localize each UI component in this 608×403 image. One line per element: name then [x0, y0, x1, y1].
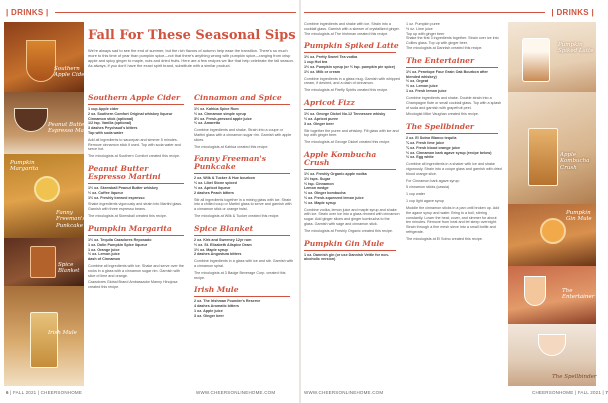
ingredient-line: Top with soda water: [88, 131, 124, 136]
photo-caption: The: [562, 288, 573, 294]
recipe-column-4: [406, 22, 502, 248]
photo-peanut-butter-martini: [4, 92, 96, 154]
continued-paragraph: The mixologists at Dannish created this recipe.: [406, 46, 483, 51]
ingredient-line: ½ oz. Fresh-squeezed lemon juice: [304, 195, 364, 200]
continued-paragraph: Top up with ginger beer: [406, 31, 445, 36]
recipe-instructions: Combine ingredients in a glass mug. Garnish with whipped cream, if desired, and a dash of cinnamon.: [304, 76, 400, 86]
ingredient-line: ½ oz. Apricot puree: [304, 116, 339, 121]
photo-apple-kombucha: [508, 92, 596, 204]
ingredient-line: 1/2 tsp. Vanilla (optional): [88, 121, 132, 126]
recipe: [304, 42, 400, 93]
ingredient-line: 1½ oz. Freshly Organic apple vodka: [304, 171, 367, 176]
recipe-rule: [194, 296, 290, 297]
ingredient-line: ½ oz. Amaretto: [194, 121, 221, 126]
ingredient-line: 2 oz. Wilk & Tucker & Hue bourbon: [194, 176, 255, 181]
issue-left: FALL 2021: [12, 390, 37, 395]
ingredient-line: ½ oz. Cinnamon bark agave syrup (recipe below): [406, 150, 492, 155]
ingredient-line: 1 oz. Orange juice: [88, 247, 120, 252]
recipe-column-2: [194, 94, 294, 325]
recipe: [304, 99, 400, 145]
recipe-rule: [406, 67, 498, 68]
recipe-title: Irish Mule: [194, 285, 239, 295]
brand-right: CHEERSONHOME: [532, 390, 574, 395]
photo-caption: Spiked Latte: [558, 48, 594, 55]
recipe-instructions: Combine ingredients in a glass with ice and stir. Garnish with a cinnamon spiral.: [194, 259, 294, 268]
recipe: [304, 151, 400, 234]
recipe-instructions: Combine all ingredients with ice. Shake and serve over the rocks in a glass with a cinnamon sugar rim. Garnish with slice of lime and orange.: [88, 263, 184, 278]
recipe-instructions: The mixologists at Wilk & Tucker created this recipe.: [194, 214, 280, 219]
continued-text: [406, 22, 502, 51]
continued-paragraph: 1 oz. Pumpkin puree: [406, 22, 440, 26]
ingredient-line: ½ oz. Lemon juice: [406, 84, 438, 89]
photo-spice-blanket: [4, 238, 84, 286]
photo-caption: Pumpkin: [10, 160, 35, 166]
recipe-title: Apricot Fizz: [304, 98, 355, 108]
recipe-rule: [194, 173, 290, 174]
ingredient-line: 2 dashes Angostura bitters: [194, 252, 242, 257]
photo-caption: Apple Cider: [54, 72, 88, 79]
recipe-title: The Entertainer: [406, 55, 474, 65]
recipe-instructions: Stir together the puree and whiskey. Fill glass with ice and top with ginger beer.: [304, 128, 399, 138]
ingredient-line: 1 oz. Apple juice: [194, 308, 223, 313]
ingredient-line: Lemon wedge: [304, 186, 329, 191]
continued-text: [304, 22, 400, 36]
ingredient-line: ¾ oz. Fresh blood orange juice: [406, 145, 461, 150]
photo-caption: Southern: [54, 66, 80, 72]
ingredient-list: [194, 107, 294, 126]
header-rule: [55, 12, 296, 13]
recipe: [88, 94, 188, 159]
recipe: [88, 225, 188, 290]
recipe-instructions: Add all ingredients to saucepan and simmer 5 minutes. Remove cinnamon stick if used. Top with soda water and serve hot.: [88, 137, 181, 152]
ingredient-list: [88, 107, 188, 136]
recipe-title: Cinnamon and Spice: [194, 93, 282, 102]
ingredient-line: 1½ oz. Kahlúa Spice Rum: [194, 106, 239, 111]
recipe: [304, 240, 400, 263]
ingredient-list: [406, 136, 502, 160]
photo-caption: Freeman's: [56, 216, 86, 223]
recipe-instructions: For Cinnamon bark agave syrup:: [406, 178, 460, 183]
recipe-instructions: 1 cup water: [406, 192, 426, 197]
recipe: [194, 225, 294, 280]
recipe-title: Fanny Freeman's Punkcake: [194, 154, 266, 172]
ingredient-list: [304, 55, 400, 74]
recipe-rule: [406, 133, 498, 134]
issue-right: FALL 2021: [577, 390, 602, 395]
photo-caption: Crush: [560, 164, 577, 171]
photo-caption: Margarita: [10, 166, 39, 173]
recipe-instructions: 5 cinnamon sticks (cassia): [406, 185, 450, 190]
page-number-right: 7: [605, 390, 608, 395]
ingredient-line: ½ tsp. Cinnamon: [304, 181, 334, 186]
recipe: [194, 155, 294, 218]
continued-paragraph: The mixologists at The Irishman created this recipe.: [304, 31, 389, 36]
recipe-instructions: Muddle the cinnamon sticks in a pan until broken up. Add the agave syrup and water. Bring to a boil, stirring constantly. Lower the heat, cover, and simmer for about ten minutes. Remove from heat and let steep overnight. Strain through a fine mesh sieve into a small bottle and refrigerate.: [406, 205, 500, 234]
footer-url-left[interactable]: WWW.CHEERSONLINEHOME.COM: [196, 390, 276, 395]
photo-caption: Peanut Butter: [48, 122, 87, 128]
ingredient-line: ½ oz. Cinnamon simple syrup: [194, 111, 247, 116]
recipe: [406, 123, 502, 241]
ingredient-list: [88, 238, 188, 262]
recipe-column-3: [304, 22, 400, 268]
recipe-instructions: 1 cup light agave syrup: [406, 199, 444, 204]
recipe-rule: [304, 109, 396, 110]
ingredient-line: Cinnamon stick (optional): [88, 116, 134, 121]
ingredient-line: 1½ oz. Freshly brewed espresso: [88, 195, 145, 200]
photo-caption: Kombucha: [560, 158, 590, 165]
recipe-title: Apple Kombucha Crush: [304, 149, 377, 167]
footer-url-right[interactable]: WWW.CHEERSONLINEHOME.COM: [304, 390, 384, 395]
ingredient-list: [194, 176, 294, 195]
page-gutter: [299, 0, 301, 403]
photo-entertainer: [508, 266, 596, 324]
photo-caption: Espresso Martini: [48, 128, 96, 135]
ingredient-line: 1½ oz. Maple syrup: [194, 247, 228, 252]
photo-irish-mule: [4, 286, 84, 386]
photo-caption: Fanny: [56, 210, 73, 216]
recipe-rule: [88, 235, 184, 236]
photo-pumpkin-gin-mule: [508, 204, 596, 266]
photo-spellbinder: [508, 324, 596, 386]
ingredient-line: ¾ oz. Fresh lime juice: [406, 140, 445, 145]
recipe-instructions: The mixologists at Southern Comfort created this recipe.: [88, 154, 181, 159]
ingredient-line: ½ oz. Maple syrup: [304, 200, 336, 205]
ingredient-line: ½ oz. Coffee liqueur: [88, 190, 124, 195]
section-tag-right: | DRINKS |: [551, 7, 594, 17]
photo-spiked-latte: [508, 22, 596, 92]
recipe: [88, 165, 188, 219]
ingredient-line: 2 oz. The Irishman Founder's Reserve: [194, 299, 261, 304]
ingredient-list: [304, 253, 400, 263]
ingredient-line: 2 oz. El Sotno Blanco tequila: [406, 136, 457, 141]
recipe-title: Peanut Butter Espresso Martini: [88, 164, 161, 182]
recipe-instructions: The mixologists at Kahlúa created this recipe.: [194, 144, 269, 149]
ingredient-line: ½ oz. St. Elizabeth Allspice Dram: [194, 242, 252, 247]
recipe-title: The Spellbinder: [406, 122, 474, 132]
recipe-instructions: The mixologists at Skrewball created this recipe.: [88, 214, 167, 219]
recipe-rule: [88, 183, 184, 184]
ingredient-list: [194, 299, 294, 318]
ingredient-line: 1 oz. Dolin Pumpkin Spice liqueur: [88, 242, 148, 247]
ingredient-line: 2 oz. Southern Comfort Original whiskey liqueur: [88, 111, 173, 116]
ingredient-line: dash of Cinnamon: [88, 257, 121, 262]
recipe-instructions: Combine all ingredients in a shaker with ice and shake vigorously. Strain into a coupe glass and garnish with dried blood orange slice.: [406, 162, 502, 176]
recipe-instructions: Combine vodka, lemon juice and maple syrup and shake with ice. Strain over ice into a glass rimmed with cinnamon sugar. Add ginger slices and ginger kombucha to the glass. Garnish with sage and cinnamon stick.: [304, 207, 400, 226]
ingredient-line: 3 dashes Peychaud's bitters: [88, 126, 138, 131]
photo-caption: Punkcake: [56, 222, 84, 229]
recipe-instructions: Cazadores Global Brand Ambassador Manny Hinojosa created this recipe.: [88, 280, 178, 290]
ingredient-line: 1½ oz. George Dickel No.12 Tennessee whisky: [304, 112, 386, 117]
ingredient-line: 3½ oz. Fresh-pressed apple juice: [194, 116, 252, 121]
ingredient-line: ½ oz. Egg white: [406, 155, 434, 160]
ingredient-list: [194, 238, 294, 257]
recipe-title: Pumpkin Margarita: [88, 223, 172, 233]
recipe-instructions: Mixologist Mike Vaughan created this recipe.: [406, 112, 479, 117]
recipe: [194, 286, 294, 318]
ingredient-line: 1½ oz. Pumpkin syrup (or ½ tsp. pumpkin pie spice): [304, 65, 395, 70]
ingredient-line: 3 oz. Ginger beer: [194, 313, 224, 318]
ingredient-line: 1 oz. Fresh lemon juice: [406, 89, 447, 94]
photo-apple-cider: [4, 22, 88, 92]
recipe-rule: [194, 104, 290, 105]
recipe-rule: [88, 104, 184, 105]
recipe-instructions: The mixologists at 3 Badge Beverage Corp. created this recipe.: [194, 270, 286, 280]
recipe-instructions: Stir all ingredients together in a mixing glass with ice. Strain into a chilled coup or Martini glass to serve and garnish with a cinnamon stick or orange twist.: [194, 197, 292, 212]
left-section-header: [6, 7, 296, 17]
photo-caption: Gin Mule: [566, 216, 592, 223]
recipe-rule: [304, 169, 396, 170]
continued-paragraph: ½ oz. Lime juice: [406, 26, 433, 31]
ingredient-line: 1 cup Hot tea: [304, 60, 328, 65]
ingredient-line: 2 dashes Peach bitters: [194, 190, 234, 195]
photo-caption: The Spellbinder: [552, 374, 597, 380]
recipe-rule: [194, 235, 290, 236]
recipe: [406, 57, 502, 117]
ingredient-list: [304, 172, 400, 206]
ingredient-line: ½ oz. Ginger kombucha: [304, 191, 346, 196]
recipe-title: Southern Apple Cider: [88, 93, 181, 102]
intro-paragraph: We're always sad to see the end of summer, but the rich flavors of autumn help ease the transition. There's so much more to this time of year than pumpkin spice—not that there's anything wrong with pumpkin spice—ranging from crisp apple and spicy ginger to maple, nuts and dried fruits. Here are a few recipes we like that help celebrate the fall season. As always, if you don't have the exact spirit brand, substitute with a similar product.: [88, 48, 294, 69]
photo-caption: Pumpkin: [566, 210, 591, 216]
page-number-left: 6: [6, 390, 9, 395]
recipe-title: Pumpkin Spiked Latte: [304, 41, 399, 51]
ingredient-line: 1 cup Apple cider: [88, 106, 119, 111]
photo-caption: Apple: [560, 152, 577, 158]
continued-paragraph: Shake the first 3 ingredients together. Strain over ice into Collins glass. Top up with ginger beer.: [406, 36, 499, 46]
recipe-rule: [304, 52, 396, 53]
ingredient-line: ½ oz. Orgeat: [406, 79, 429, 84]
recipe-instructions: The mixologists at El Sotno created this recipe.: [406, 236, 483, 241]
recipe-instructions: The mixologists at Firefly Spirits created this recipe.: [304, 88, 389, 93]
ingredient-line: 1½ oz. Pretty Sweet Tea vodka: [304, 55, 358, 60]
ingredient-line: 3 oz. Ginger beer: [304, 121, 334, 126]
ingredient-line: ½ oz. Libel Stone spiced: [194, 181, 237, 186]
photo-caption: Pumpkin: [558, 42, 583, 48]
ingredient-line: 1½ tsps. Sugar: [304, 176, 331, 181]
ingredient-line: 2 oz. Kirk and Sweeney 12yr rum: [194, 237, 252, 242]
recipe-title: Spice Blanket: [194, 223, 254, 233]
photo-caption: Entertainer: [562, 294, 595, 301]
right-section-header: [304, 7, 594, 17]
header-rule: [304, 12, 545, 13]
recipe-title: Pumpkin Gin Mule: [304, 238, 385, 248]
continued-paragraph: Combine ingredients and shake with ice. Strain into a cocktail glass. Garnish with a skewer of crystallized ginger.: [304, 22, 400, 31]
ingredient-line: 1½ oz. Milk or cream: [304, 69, 341, 74]
footer-left: 6 | FALL 2021 | CHEERSONHOME: [6, 390, 83, 395]
ingredient-line: 4 dashes Aromatic bitters: [194, 304, 239, 309]
ingredient-line: 1 oz. Dannish gin (or use Dannish Vettle for non-alcoholic version): [304, 252, 390, 262]
ingredient-line: ½ oz. Lemon juice: [88, 252, 120, 257]
photo-caption: Blanket: [58, 268, 80, 275]
recipe-instructions: The mixologists at Freshly Organic created this recipe.: [304, 228, 393, 233]
brand-left: CHEERSONHOME: [40, 390, 83, 395]
section-tag-left: | DRINKS |: [6, 7, 49, 17]
recipe-instructions: Combine ingredients and shake. Strain into a coupe or Martini glass with a cinnamon sugar rim. Garnish with apple slices.: [194, 128, 292, 142]
ingredient-list: [88, 186, 188, 200]
footer-right: CHEERSONHOME | FALL 2021 | 7: [532, 390, 608, 395]
recipe-instructions: Combine ingredients and shake. Double strain into a Champagne flute or small cocktail glass. Top with a splash of soda and garnish with grapefruit peel.: [406, 95, 502, 110]
ingredient-list: [406, 70, 502, 94]
photo-caption: Spice: [58, 262, 74, 268]
photo-caption: Irish Mule: [48, 330, 77, 336]
ingredient-list: [304, 112, 400, 126]
ingredient-line: 1½ oz. Skrewball Peanut Butter whiskey: [88, 186, 159, 191]
recipe-column-1: [88, 94, 188, 296]
recipe-instructions: Shake ingredients vigorously and strain into Martini glass. Garnish with three espresso beans.: [88, 202, 183, 212]
ingredient-line: 1½ oz. Penelope Four Grain Oak Bourbon after blended whiskey): [406, 69, 488, 79]
photo-pumpkin-margarita: [4, 154, 84, 238]
page-title: Fall For These Seasonal Sips: [88, 28, 296, 43]
ingredient-line: 1½ oz. Tequila Cazadores Reposado: [88, 237, 152, 242]
recipe-rule: [304, 250, 396, 251]
recipe: [194, 94, 294, 149]
ingredient-line: ½ oz. Apricot liqueur: [194, 186, 231, 191]
recipe-instructions: The mixologists at George Dickel created this recipe.: [304, 140, 391, 145]
